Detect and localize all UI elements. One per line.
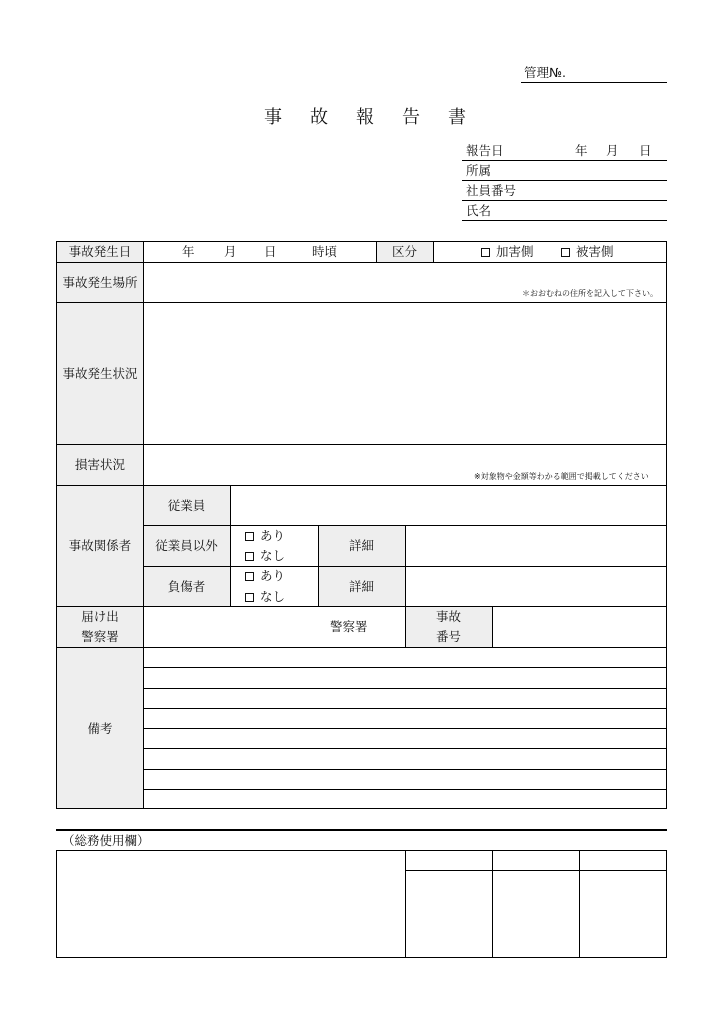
non-employee-yes-text: あり <box>260 528 286 543</box>
office-notes-field[interactable] <box>57 851 404 957</box>
injured-no[interactable] <box>245 591 285 604</box>
non-employee-no[interactable] <box>245 550 285 563</box>
affiliation-label: 所属 <box>466 163 492 178</box>
remarks-line[interactable] <box>143 769 667 770</box>
title-char: 故 <box>310 107 328 128</box>
category-option-victim-text: 被害側 <box>576 244 614 259</box>
police-label-line2: 警察署 <box>81 629 119 644</box>
employee-no-label: 社員番号 <box>466 183 517 198</box>
occurrence-time-label: 時頃 <box>312 244 338 259</box>
remarks-line[interactable] <box>143 688 667 689</box>
parties-label: 事故関係者 <box>68 538 132 553</box>
remarks-label: 備考 <box>87 720 113 736</box>
checkbox-icon[interactable] <box>561 248 570 257</box>
management-no-label: 管理№. <box>524 65 566 80</box>
row-divider <box>56 647 667 648</box>
office-stamp-cell-1[interactable] <box>406 871 491 957</box>
location-label: 事故発生場所 <box>62 274 138 290</box>
office-section-rule <box>56 829 667 831</box>
category-option-offender[interactable] <box>481 246 534 259</box>
occurrence-month-label: 月 <box>224 244 237 259</box>
office-stamp-cell-3[interactable] <box>580 871 666 957</box>
injured-detail-label: 詳細 <box>348 578 374 594</box>
report-date-label: 報告日 <box>466 143 504 158</box>
injured-yes-text: あり <box>260 568 286 583</box>
checkbox-icon[interactable] <box>245 552 254 561</box>
location-note: ＊おおむねの住所を記入して下さい。 <box>522 289 658 298</box>
col-divider <box>433 241 434 262</box>
injured-no-text: なし <box>260 589 286 604</box>
employee-field[interactable] <box>231 486 666 525</box>
report-year-label: 年 <box>575 143 588 158</box>
occurrence-date-label: 事故発生日 <box>68 244 132 259</box>
category-option-victim[interactable] <box>561 246 614 259</box>
injured-detail-field[interactable] <box>406 567 666 606</box>
name-label: 氏名 <box>466 203 492 218</box>
office-stamp-cell-2[interactable] <box>493 871 578 957</box>
police-suffix: 警察署 <box>330 619 368 634</box>
title-char: 告 <box>402 107 420 128</box>
report-day-label: 日 <box>639 143 652 158</box>
non-employee-no-text: なし <box>260 548 286 563</box>
employee-no-field[interactable] <box>462 200 667 201</box>
non-employee-detail-label: 詳細 <box>348 538 374 553</box>
checkbox-icon[interactable] <box>245 532 254 541</box>
title-char: 事 <box>264 107 282 128</box>
non-employee-label: 従業員以外 <box>155 538 218 553</box>
remarks-line[interactable] <box>143 789 667 790</box>
affiliation-field[interactable] <box>462 180 667 181</box>
accident-no-label-line2: 番号 <box>435 629 461 644</box>
name-field[interactable] <box>462 220 667 221</box>
office-use-label: （総務使用欄） <box>62 833 150 848</box>
situation-label: 事故発生状況 <box>62 365 138 381</box>
remarks-line[interactable] <box>143 667 667 668</box>
remarks-line[interactable] <box>143 748 667 749</box>
category-label: 区分 <box>391 244 417 259</box>
remarks-line[interactable] <box>143 728 667 729</box>
damage-note: ※対象物や金額等わかる範囲で掲載してください <box>474 472 649 481</box>
accident-no-label <box>405 607 492 647</box>
occurrence-day-label: 日 <box>264 244 277 259</box>
employee-label: 従業員 <box>167 497 206 513</box>
management-no-underline[interactable] <box>521 82 667 83</box>
checkbox-icon[interactable] <box>481 248 490 257</box>
injured-yes[interactable] <box>245 570 285 583</box>
remarks-line[interactable] <box>143 708 667 709</box>
report-date-field[interactable] <box>462 160 667 161</box>
police-station-field[interactable] <box>144 607 328 647</box>
police-label-line1: 届け出 <box>81 609 119 624</box>
situation-field[interactable] <box>144 303 666 444</box>
non-employee-detail-field[interactable] <box>406 526 666 566</box>
police-label <box>57 607 143 647</box>
title-char: 書 <box>448 107 466 128</box>
checkbox-icon[interactable] <box>245 593 254 602</box>
non-employee-yes[interactable] <box>245 530 285 543</box>
category-option-offender-text: 加害側 <box>496 244 534 259</box>
damage-label: 損害状況 <box>74 457 125 472</box>
occurrence-year-label: 年 <box>182 244 195 259</box>
report-month-label: 月 <box>606 143 619 158</box>
injured-label: 負傷者 <box>167 578 206 594</box>
checkbox-icon[interactable] <box>245 572 254 581</box>
accident-no-label-line1: 事故 <box>435 609 461 624</box>
title-char: 報 <box>356 107 374 128</box>
accident-no-field[interactable] <box>493 607 666 647</box>
